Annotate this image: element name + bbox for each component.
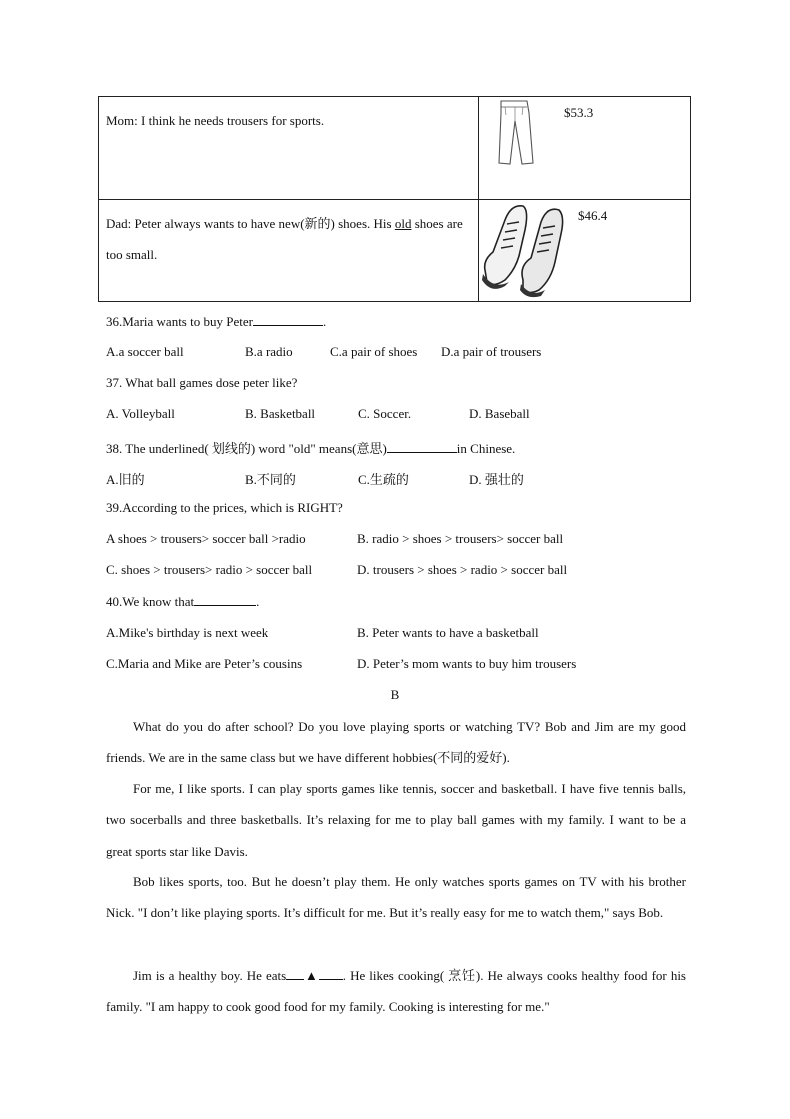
option-c: C.Maria and Mike are Peter’s cousins <box>106 656 303 671</box>
dialogue-cell <box>99 97 479 199</box>
item-cell <box>479 200 690 301</box>
option-a: A shoes > trousers> soccer ball >radio <box>106 531 306 546</box>
question-39: 39.According to the prices, which is RIGHT? <box>106 500 343 515</box>
option-d: D. Peter’s mom wants to buy him trousers <box>357 656 577 671</box>
product-table <box>98 96 691 302</box>
passage-paragraph-4: Jim is a healthy boy. He eats ▲ . He likes cooking( 烹饪). He always cooks healthy food for his family. "I am happy to cook good food for my family. Cooking is interesting for me." <box>106 968 686 1015</box>
option-a: A.Mike's birthday is next week <box>106 625 269 640</box>
passage-paragraph-1: What do you do after school? Do you love playing sports or watching TV? Bob and Jim are my good friends. We are in the same class but we have different hobbies(不同的爱好). <box>106 719 686 766</box>
sneakers-icon <box>479 200 571 300</box>
passage-paragraph-3: Bob likes sports, too. But he doesn’t play them. He only watches sports games on TV with his brother Nick. "I don’t like playing sports. It’s difficult for me. But it’s really easy for me to watch them," says Bob. <box>106 874 686 921</box>
option-c: C. Soccer. <box>358 406 412 421</box>
option-d: D. trousers > shoes > radio > soccer ball <box>357 562 568 577</box>
option-c: C.a pair of shoes <box>330 344 418 359</box>
answer-blank <box>194 593 256 606</box>
option-d: D. 强壮的 <box>469 472 524 487</box>
answer-blank <box>387 440 457 453</box>
option-b: B. radio > shoes > trousers> soccer ball <box>357 531 564 546</box>
option-b: B. Peter wants to have a basketball <box>357 625 539 640</box>
triangle-marker: ▲ <box>304 968 319 983</box>
option-b: B.不同的 <box>245 472 296 487</box>
dialogue-cell <box>99 200 479 301</box>
trousers-price: $53.3 <box>564 105 594 120</box>
option-b: B.a radio <box>245 344 293 359</box>
passage-paragraph-2: For me, I like sports. I can play sports games like tennis, soccer and basketball. I have five tennis balls, two socerballs and three basketballs. It’s relaxing for me to play ball games with my family. I want to be a great sports star like Davis. <box>106 781 686 859</box>
option-d: D. Baseball <box>469 406 530 421</box>
trousers-icon <box>491 99 539 167</box>
question-37: 37. What ball games dose peter like? <box>106 375 298 390</box>
shoes-price: $46.4 <box>578 208 608 223</box>
answer-blank <box>253 313 323 326</box>
section-heading: B <box>390 687 400 702</box>
item-cell <box>479 97 690 199</box>
mom-dialogue: Mom: I think he needs trousers for sports. <box>106 113 325 128</box>
underlined-word: old <box>394 216 412 231</box>
question-36: 36.Maria wants to buy Peter . <box>106 314 327 329</box>
dad-dialogue: Dad: Peter always wants to have new(新的) shoes. His old shoes are too small. <box>106 216 463 262</box>
option-c: C.生疏的 <box>358 472 409 487</box>
table-row <box>99 97 690 200</box>
option-b: B. Basketball <box>245 406 316 421</box>
option-a: A. Volleyball <box>106 406 175 421</box>
option-a: A.a soccer ball <box>106 344 184 359</box>
answer-blank <box>286 967 304 980</box>
answer-blank <box>319 967 343 980</box>
option-c: C. shoes > trousers> radio > soccer ball <box>106 562 313 577</box>
question-40: 40.We know that . <box>106 594 260 609</box>
option-a: A.旧的 <box>106 472 145 487</box>
option-d: D.a pair of trousers <box>441 344 542 359</box>
table-row <box>99 200 690 301</box>
question-38: 38. The underlined( 划线的) word "old" means(意思) in Chinese. <box>106 441 516 456</box>
